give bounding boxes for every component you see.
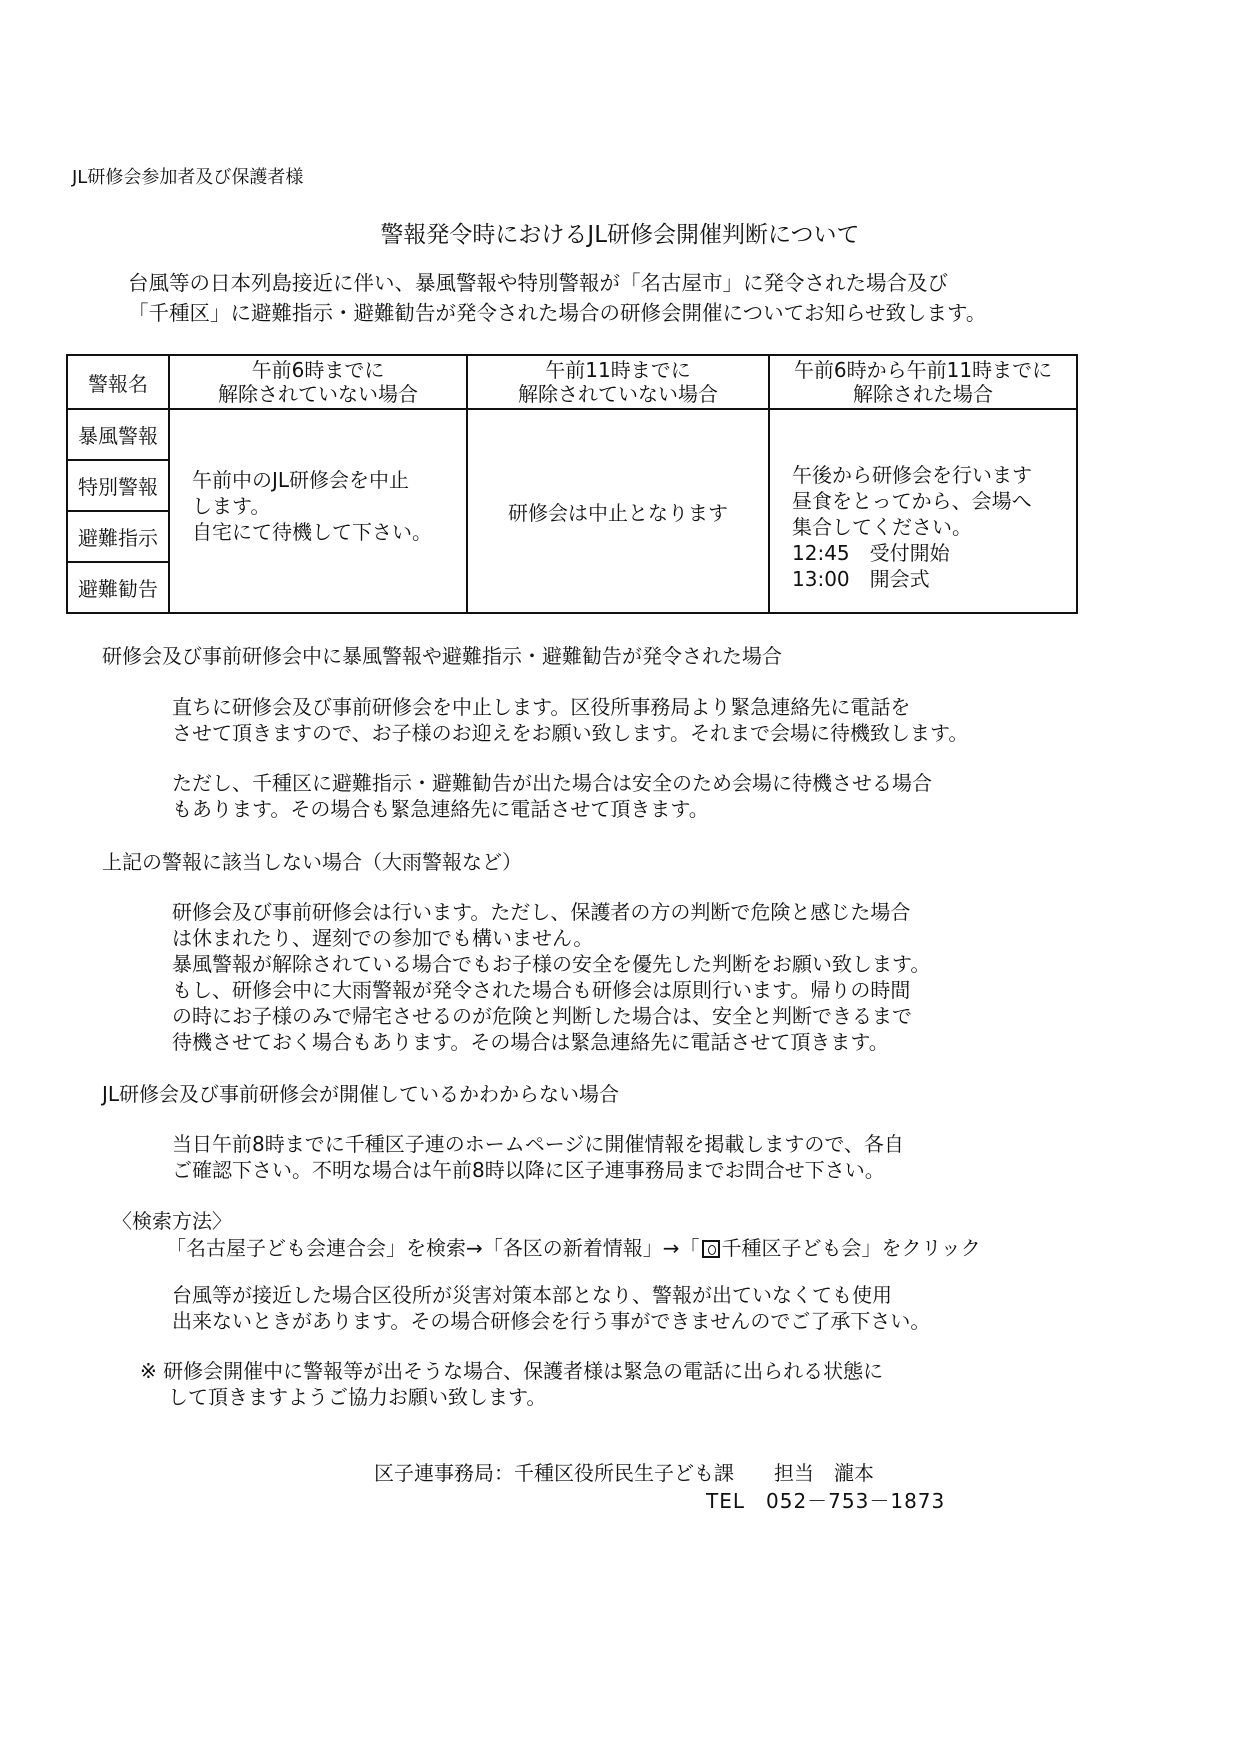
section1-paragraph	[172, 694, 968, 746]
section1-heading: 研修会及び事前研修会中に暴風警報や避難指示・避難勧告が発令された場合	[102, 644, 782, 668]
section1-paragraph-2	[172, 770, 932, 822]
intro-line: 「千種区」に避難指示・避難勧告が発令された場合の研修会開催についてお知らせ致します。	[128, 301, 987, 325]
text-line: ご確認下さい。不明な場合は午前8時以降に区子連事務局までお問合せ下さい。	[172, 1158, 885, 1182]
search-steps	[166, 1232, 981, 1261]
computer-icon	[702, 1240, 720, 1258]
intro-line: 台風等の日本列島接近に伴い、暴風警報や特別警報が「名古屋市」に発令された場合及び	[128, 271, 948, 295]
cell-line: 午後から研修会を行います	[792, 463, 1032, 487]
header-col-before-6	[169, 355, 467, 409]
search-method-heading: 〈検索方法〉	[112, 1209, 232, 1233]
text-line: 直ちに研修会及び事前研修会を中止します。区役所事務局より緊急連絡先に電話を	[172, 695, 911, 719]
header-line: 午前6時から午前11時までに	[793, 358, 1053, 382]
text-line: 待機させておく場合もあります。その場合は緊急連絡先に電話させて頂きます。	[172, 1030, 889, 1054]
intro-paragraph	[128, 268, 986, 328]
section2-paragraph	[172, 899, 930, 1055]
note-line: して頂きますようご協力お願い致します。	[168, 1385, 547, 1409]
row-label-evac-advisory: 避難勧告	[67, 562, 169, 613]
search-steps-text: 「名古屋子ども会連合会」を検索→「各区の新着情報」→「	[166, 1236, 700, 1260]
row-label-evac-order: 避難指示	[67, 511, 169, 562]
text-line: 出来ないときがあります。その場合研修会を行う事ができませんのでご了承下さい。	[172, 1309, 931, 1333]
cell-line: します。	[192, 494, 271, 518]
page-title: 警報発令時におけるJL研修会開催判断について	[380, 222, 860, 248]
cell-before-11: 研修会は中止となります	[467, 409, 769, 613]
text-line: 暴風警報が解除されている場合でもお子様の安全を優先した判断をお願い致します。	[172, 952, 931, 976]
search-steps-text: 千種区子ども会」をクリック	[721, 1236, 981, 1260]
text-line: 台風等が接近した場合区役所が災害対策本部となり、警報が出ていなくても使用	[172, 1283, 892, 1307]
text-line: の時にお子様のみで帰宅させるのが危険と判断した場合は、安全と判断できるまで	[172, 1004, 912, 1028]
cell-line: 13:00 開会式	[792, 567, 930, 591]
cell-line: 集合してください。	[792, 515, 972, 539]
header-line: 午前6時までに	[251, 358, 385, 382]
text-line: は休まれたり、遅刻での参加でも構いません。	[172, 926, 594, 950]
text-line: もあります。その場合も緊急連絡先に電話させて頂きます。	[172, 797, 709, 821]
addressee: JL研修会参加者及び保護者様	[72, 167, 304, 188]
phone-number: TEL 052－753－1873	[706, 1489, 946, 1513]
note-line: ※ 研修会開催中に警報等が出そうな場合、保護者様は緊急の電話に出られる状態に	[140, 1359, 884, 1383]
header-line: 解除されていない場合	[518, 382, 718, 406]
header-line: 午前11時までに	[545, 358, 691, 382]
text-line: させて頂きますので、お子様のお迎えをお願い致します。それまで会場に待機致します。	[172, 721, 969, 745]
header-line: 解除されていない場合	[218, 382, 418, 406]
header-warning-name: 警報名	[67, 355, 169, 409]
row-label-storm: 暴風警報	[67, 409, 169, 460]
section2-heading: 上記の警報に該当しない場合（大雨警報など）	[102, 850, 522, 874]
alert-table	[66, 354, 1078, 614]
header-col-before-11	[467, 355, 769, 409]
section3-heading: JL研修会及び事前研修会が開催しているかわからない場合	[102, 1082, 620, 1106]
cell-line: 自宅にて待機して下さい。	[192, 520, 432, 544]
header-line: 解除された場合	[853, 382, 993, 406]
alert-table-header	[67, 355, 1077, 409]
row-label-special: 特別警報	[67, 460, 169, 511]
text-line: もし、研修会中に大雨警報が発令された場合も研修会は原則行います。帰りの時間	[172, 978, 911, 1002]
section3-paragraph-2	[172, 1282, 930, 1334]
header-col-6-to-11	[769, 355, 1077, 409]
cell-line: 午前中のJL研修会を中止	[192, 468, 410, 492]
cell-6-to-11	[769, 409, 1077, 613]
text-line: ただし、千種区に避難指示・避難勧告が出た場合は安全のため会場に待機させる場合	[172, 771, 932, 795]
text-line: 研修会及び事前研修会は行います。ただし、保護者の方の判断で危険と感じた場合	[172, 900, 911, 924]
contact-info: 区子連事務局：千種区役所民生子ども課 担当 瀧本	[374, 1461, 874, 1485]
cell-before-6	[169, 409, 467, 613]
cell-line: 12:45 受付開始	[792, 541, 950, 565]
note	[140, 1358, 883, 1410]
section3-paragraph	[172, 1131, 904, 1183]
text-line: 当日午前8時までに千種区子連のホームページに開催情報を掲載しますので、各自	[172, 1132, 904, 1156]
cell-line: 昼食をとってから、会場へ	[792, 489, 1032, 513]
table-row	[67, 409, 1077, 460]
